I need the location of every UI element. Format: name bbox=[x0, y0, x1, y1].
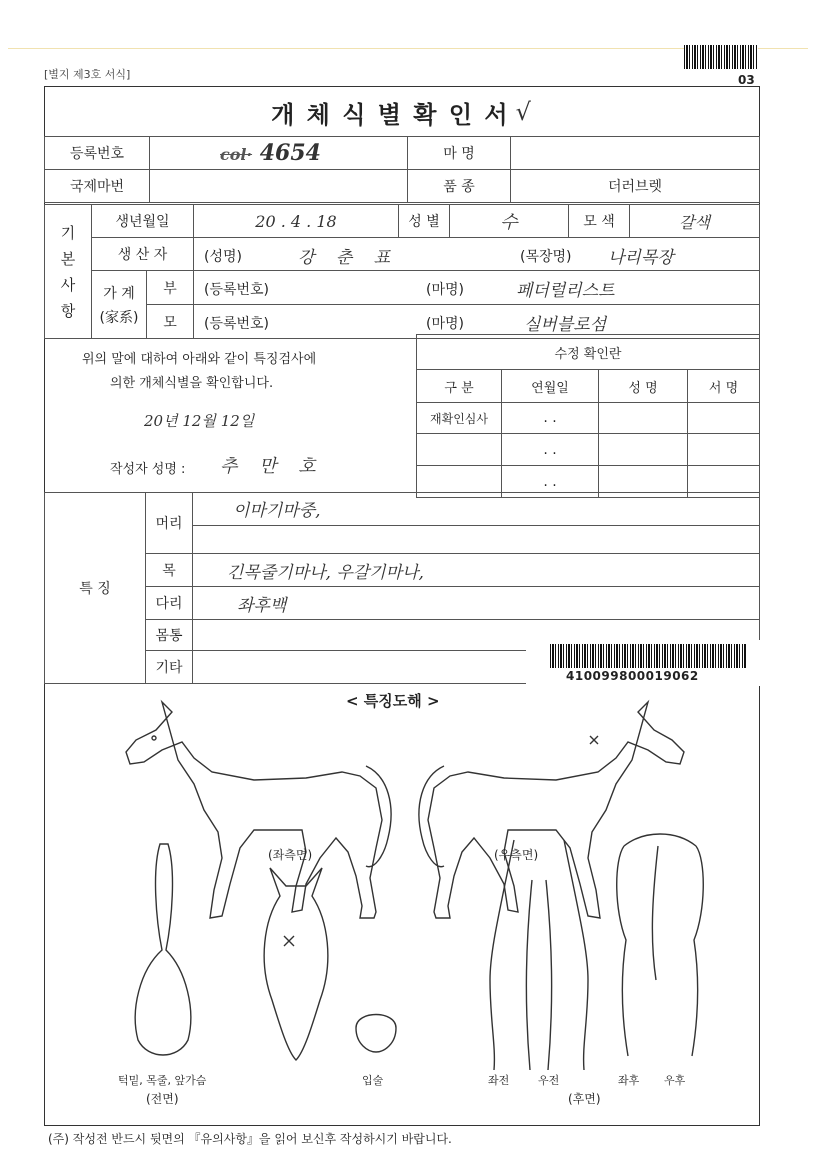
front-view-horse bbox=[135, 844, 190, 1055]
horse-name-label: 마 명 bbox=[443, 146, 475, 162]
row1-label: 재확인심사 bbox=[430, 411, 488, 426]
col-date: 연월일 bbox=[531, 380, 569, 396]
color-label: 모 색 bbox=[583, 214, 615, 230]
col-sign-cell bbox=[688, 370, 760, 403]
row2-name-cell bbox=[599, 434, 688, 466]
producer-name-value: 강 춘 표 bbox=[298, 248, 399, 268]
sex-label-cell bbox=[399, 205, 450, 238]
breed-value: 더러브렛 bbox=[607, 179, 663, 195]
birth-label: 생년월일 bbox=[115, 214, 170, 230]
front-legs-view bbox=[490, 840, 588, 1070]
basic-section-cell bbox=[45, 205, 92, 339]
muzzle-view bbox=[356, 1015, 396, 1053]
row1-date-dots: . . bbox=[543, 410, 557, 426]
top-barcode bbox=[684, 45, 758, 69]
footer-note: (주) 작성전 반드시 뒷면의 『유의사항』을 읽어 보신후 작성하시기 바랍니다. bbox=[48, 1132, 452, 1146]
row2-date-cell bbox=[502, 434, 599, 466]
basic-section-label: 기본사항 bbox=[60, 223, 76, 320]
body-label: 몸통 bbox=[155, 628, 183, 644]
dam-label: 모 bbox=[163, 314, 177, 331]
sire-label-cell bbox=[147, 271, 194, 305]
birth-value: 20 . 4 . 18 bbox=[255, 211, 337, 231]
sex-value: 수 bbox=[500, 212, 518, 233]
check-mark: √ bbox=[515, 98, 533, 126]
farm-value: 나리목장 bbox=[608, 248, 674, 268]
features-label: 특 징 bbox=[79, 581, 111, 597]
right-side-horse bbox=[419, 702, 684, 918]
col-division: 구 분 bbox=[444, 380, 474, 396]
form-reference: [별지 제3호 서식] bbox=[44, 68, 131, 81]
statement-line-1: 위의 말에 대하여 아래와 같이 특징검사에 bbox=[82, 352, 317, 367]
col-date-cell bbox=[502, 370, 599, 403]
leg-label-cell bbox=[146, 587, 193, 620]
intl-no-label-cell bbox=[45, 170, 150, 203]
head-label-cell bbox=[146, 493, 193, 554]
left-side-horse bbox=[126, 702, 391, 918]
sire-reg-no-label: (등록번호) bbox=[204, 282, 270, 298]
producer-label-cell bbox=[92, 238, 194, 271]
horse-name-value-cell bbox=[511, 137, 760, 170]
row1-label-cell bbox=[417, 403, 502, 434]
reg-no-label: 등록번호 bbox=[69, 146, 125, 162]
statement-line-2: 의한 개체식별을 확인합니다. bbox=[110, 376, 274, 391]
color-value: 갈색 bbox=[679, 212, 710, 232]
head-value-cell bbox=[193, 493, 760, 526]
neck-value-cell bbox=[193, 554, 760, 587]
farm-label: (목장명) bbox=[520, 249, 572, 265]
leg-value-cell bbox=[193, 587, 760, 620]
front-parts-caption: 턱밑, 목줄, 앞가슴 bbox=[118, 1074, 207, 1087]
sire-name-label: (마명) bbox=[426, 282, 464, 298]
sire-value-cell bbox=[194, 271, 760, 305]
form-title bbox=[46, 88, 758, 136]
reg-no-value-cell bbox=[150, 137, 408, 170]
front-caption: (전면) bbox=[146, 1092, 179, 1106]
sire-label: 부 bbox=[163, 280, 177, 297]
row2-sign-cell bbox=[688, 434, 760, 466]
neck-label: 목 bbox=[162, 563, 176, 579]
producer-label: 생 산 자 bbox=[117, 247, 168, 263]
leg-value: 좌후백 bbox=[237, 595, 287, 616]
head-value: 이마기마중, bbox=[233, 501, 321, 522]
dam-reg-no-label: (등록번호) bbox=[204, 316, 270, 332]
breed-label-cell bbox=[408, 170, 511, 203]
author-value: 추 만 호 bbox=[220, 456, 324, 477]
row3-date-dots: . . bbox=[543, 473, 557, 490]
breed-value-cell bbox=[511, 170, 760, 203]
dam-name-value: 실버블로섬 bbox=[524, 315, 607, 335]
right-side-caption: (우측면) bbox=[494, 848, 539, 862]
intl-no-label: 국제마번 bbox=[69, 179, 125, 195]
right-hind-caption: 우후 bbox=[664, 1074, 686, 1087]
rear-caption: (후면) bbox=[568, 1092, 601, 1106]
head-label: 머리 bbox=[155, 516, 183, 532]
left-front-caption: 좌전 bbox=[488, 1074, 510, 1087]
rear-view-horse bbox=[617, 834, 704, 1056]
reg-no-number: 4654 bbox=[259, 140, 321, 166]
birth-value-cell bbox=[194, 205, 399, 238]
intl-no-value-cell bbox=[150, 170, 408, 203]
reg-no-label-cell bbox=[45, 137, 150, 170]
row1-sign-cell bbox=[688, 403, 760, 434]
lineage-hanja: (家系) bbox=[99, 309, 139, 326]
row1-name-cell bbox=[599, 403, 688, 434]
page-code: 03 bbox=[738, 73, 755, 87]
lineage-label: 가 계 bbox=[103, 285, 135, 302]
birth-label-cell bbox=[92, 205, 194, 238]
confirm-date: 20년 12월 12일 bbox=[144, 412, 255, 430]
title-text: 개 체 식 별 확 인 서 bbox=[271, 100, 510, 129]
correction-title: 수정 확인란 bbox=[554, 346, 622, 362]
sex-value-cell bbox=[450, 205, 569, 238]
col-name: 성 명 bbox=[628, 380, 658, 396]
row2-label-cell bbox=[417, 434, 502, 466]
producer-name-label: (성명) bbox=[204, 249, 242, 265]
head-extra-cell bbox=[193, 525, 760, 553]
color-value-cell bbox=[630, 205, 760, 238]
header-table bbox=[44, 136, 760, 203]
other-label-cell bbox=[146, 651, 193, 684]
left-hind-caption: 좌후 bbox=[618, 1074, 640, 1087]
sire-name-value: 페더럴리스트 bbox=[516, 281, 615, 301]
diagram-title: < 특징도해 > bbox=[346, 692, 440, 710]
lineage-label-cell bbox=[92, 271, 147, 339]
other-label: 기타 bbox=[155, 660, 183, 676]
diagram-drawings bbox=[44, 680, 760, 1126]
breed-label: 품 종 bbox=[443, 179, 475, 195]
row2-date-dots: . . bbox=[543, 441, 557, 458]
barcode-number: 410099800019062 bbox=[566, 669, 699, 683]
reg-no-strikeout: col· bbox=[220, 145, 253, 164]
correction-title-cell bbox=[417, 335, 760, 370]
sex-label: 성 별 bbox=[408, 214, 440, 230]
row1-date-cell bbox=[502, 403, 599, 434]
col-sign: 서 명 bbox=[708, 380, 739, 396]
author-label: 작성자 성명 : bbox=[110, 462, 186, 477]
leg-label: 다리 bbox=[155, 596, 183, 612]
features-label-cell bbox=[45, 493, 146, 684]
neck-label-cell bbox=[146, 554, 193, 587]
body-label-cell bbox=[146, 620, 193, 651]
horse-name-label-cell bbox=[408, 137, 511, 170]
dam-name-label: (마명) bbox=[426, 316, 464, 332]
neck-value: 긴목줄기마나, 우갈기마나, bbox=[227, 562, 424, 583]
correction-table bbox=[416, 334, 760, 498]
color-label-cell bbox=[569, 205, 630, 238]
right-front-caption: 우전 bbox=[538, 1074, 560, 1087]
col-name-cell bbox=[599, 370, 688, 403]
muzzle-caption: 입술 bbox=[362, 1074, 384, 1087]
sticker-barcode bbox=[550, 644, 746, 668]
reg-no-value bbox=[150, 140, 407, 166]
head-front-view bbox=[264, 868, 328, 1060]
col-division-cell bbox=[417, 370, 502, 403]
producer-value-cell bbox=[194, 238, 760, 271]
left-side-caption: (좌측면) bbox=[268, 848, 313, 862]
basic-info-table bbox=[44, 204, 760, 339]
